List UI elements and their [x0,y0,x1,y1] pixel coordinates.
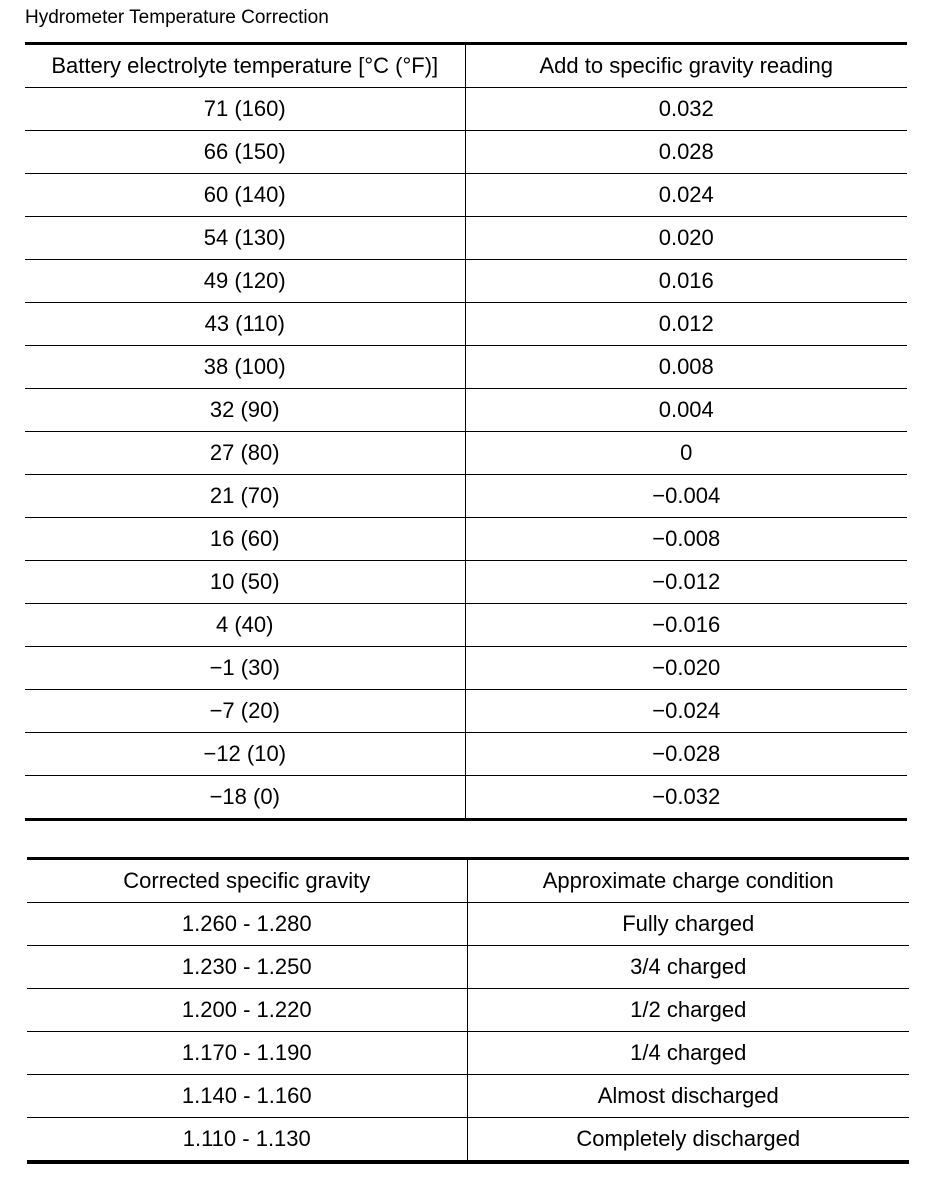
table-row [27,1075,909,1118]
correction-cell: −0.004 [465,475,907,518]
correction-cell: −0.020 [465,647,907,690]
correction-cell: 0.020 [465,217,907,260]
temperature-cell: 21 (70) [25,475,465,518]
table-header-row [25,44,907,88]
charge-condition-cell: 3/4 charged [467,946,909,989]
correction-cell: 0.024 [465,174,907,217]
temperature-cell: 32 (90) [25,389,465,432]
column-header-charge-condition: Approximate charge condition [467,859,909,903]
temperature-cell: 60 (140) [25,174,465,217]
table-row [25,475,907,518]
correction-cell: 0.016 [465,260,907,303]
temperature-cell: 10 (50) [25,561,465,604]
table-row [27,1118,909,1163]
temperature-cell: 27 (80) [25,432,465,475]
correction-cell: 0.012 [465,303,907,346]
table-row [25,432,907,475]
table-row [25,647,907,690]
specific-gravity-cell: 1.200 - 1.220 [27,989,467,1032]
column-header-correction: Add to specific gravity reading [465,44,907,88]
charge-condition-cell: Almost discharged [467,1075,909,1118]
charge-condition-cell: Fully charged [467,903,909,946]
column-header-temperature: Battery electrolyte temperature [°C (°F)] [25,44,465,88]
temperature-cell: −18 (0) [25,776,465,820]
correction-cell: −0.016 [465,604,907,647]
specific-gravity-cell: 1.110 - 1.130 [27,1118,467,1163]
correction-cell: −0.008 [465,518,907,561]
table-row [27,903,909,946]
correction-cell: 0 [465,432,907,475]
correction-cell: 0.032 [465,88,907,131]
temperature-cell: 71 (160) [25,88,465,131]
charge-condition-cell: 1/2 charged [467,989,909,1032]
table-row [25,690,907,733]
temperature-cell: 49 (120) [25,260,465,303]
correction-cell: 0.008 [465,346,907,389]
table-row [25,303,907,346]
temperature-correction-table [25,42,907,821]
table-row [27,1032,909,1075]
specific-gravity-cell: 1.260 - 1.280 [27,903,467,946]
temperature-cell: 43 (110) [25,303,465,346]
temperature-cell: 38 (100) [25,346,465,389]
correction-cell: 0.028 [465,131,907,174]
temperature-cell: −12 (10) [25,733,465,776]
temperature-cell: 66 (150) [25,131,465,174]
temperature-cell: −7 (20) [25,690,465,733]
temperature-cell: 4 (40) [25,604,465,647]
table-row [25,260,907,303]
table-row [25,389,907,432]
table-row [25,604,907,647]
table-row [25,88,907,131]
temperature-cell: 54 (130) [25,217,465,260]
specific-gravity-cell: 1.230 - 1.250 [27,946,467,989]
correction-cell: −0.028 [465,733,907,776]
document-title: Hydrometer Temperature Correction [25,7,329,28]
charge-table-body [27,903,909,1163]
table-header-row [27,859,909,903]
charge-condition-table [27,857,909,1164]
temperature-cell: −1 (30) [25,647,465,690]
correction-cell: −0.024 [465,690,907,733]
table-row [25,733,907,776]
temperature-cell: 16 (60) [25,518,465,561]
table-row [27,946,909,989]
correction-cell: 0.004 [465,389,907,432]
charge-condition-cell: 1/4 charged [467,1032,909,1075]
specific-gravity-cell: 1.140 - 1.160 [27,1075,467,1118]
table-row [25,217,907,260]
correction-cell: −0.032 [652,784,721,809]
specific-gravity-cell: 1.170 - 1.190 [27,1032,467,1075]
table-row [25,776,907,820]
table-row [25,518,907,561]
correction-cell: −0.012 [465,561,907,604]
column-header-specific-gravity: Corrected specific gravity [27,859,467,903]
temperature-table-body [25,88,907,820]
table-row [25,174,907,217]
table-row [27,989,909,1032]
table-row [25,561,907,604]
table-row [25,131,907,174]
table-row [25,346,907,389]
charge-condition-cell: Completely discharged [576,1126,801,1151]
